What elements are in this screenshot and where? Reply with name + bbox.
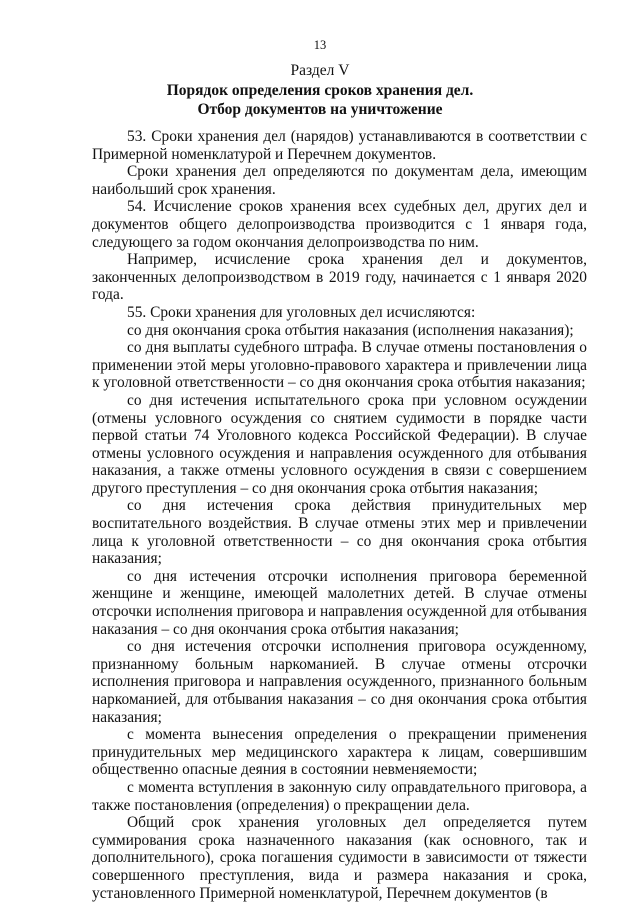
paragraph: Общий срок хранения уголовных дел определяется путем суммирования срока назначенного наказания (как основного, так и дополнительного), срока погашения судимости в зависимости от тяжести совершенного преступления, вида и размера наказания и срока, установленного Примерной номенклатурой, Перечнем документов (в — [92, 814, 587, 902]
section-label: Раздел V — [290, 62, 350, 79]
section-title — [0, 81, 640, 119]
list-item: со дня истечения срока действия принудительных мер воспитательного воздействия. В случае отмены этих мер и привлечении лица к уголовной ответственности – со дня окончания срока отбытия наказания; — [92, 497, 587, 568]
document-body — [92, 128, 587, 902]
paragraph-55: 55. Сроки хранения для уголовных дел исчисляются: — [127, 303, 476, 321]
page-number: 13 — [313, 38, 327, 52]
list-item: с момента вынесения определения о прекращении применения принудительных мер медицинского характера к лицам, совершившим общественно опасные деяния в состоянии невменяемости; — [92, 726, 587, 779]
list-item: со дня истечения испытательного срока при условном осуждении (отмены условного осуждения со снятием судимости в порядке части первой статьи 74 Уголовного кодекса Российской Федерации). В случае отмены условного осуждения и направления осужденного для отбывания наказания, а также отмены условного осуждения в связи с совершением другого преступления – со дня окончания срока отбытия наказания; — [92, 391, 587, 497]
paragraph: Например, исчисление срока хранения дел и документов, законченных делопроизводством в 2019 году, начинается с 1 января 2020 года. — [92, 251, 587, 304]
paragraph-53: 53. Сроки хранения дел (нарядов) устанавливаются в соответствии с Примерной номенклатурой и Перечнем документов. — [92, 128, 587, 163]
list-item: с момента вступления в законную силу оправдательного приговора, а также постановления (определения) о прекращении дела. — [92, 778, 587, 814]
list-item: со дня выплаты судебного штрафа. В случае отмены постановления о применении этой меры уголовно-правового характера и привлечении лица к уголовной ответственности – со дня окончания срока отбытия наказания; — [92, 339, 587, 392]
paragraph-54: 54. Исчисление сроков хранения всех судебных дел, других дел и документов общего делопроизводства производится с 1 января года, следующего за годом окончания делопроизводства по ним. — [92, 198, 587, 251]
section-title-line-2: Отбор документов на уничтожение — [197, 101, 443, 118]
section-title-line-1: Порядок определения сроков хранения дел. — [166, 82, 474, 99]
list-item: со дня истечения отсрочки исполнения приговора осужденному, признанному больным наркоманией. В случае отмены отсрочки исполнения приговора и направления осужденного, признанного больным наркоманией, для отбывания наказания – со дня окончания срока отбытия наказания; — [92, 638, 587, 726]
list-item: со дня окончания срока отбытия наказания (исполнения наказания); — [127, 321, 574, 339]
list-item: со дня истечения отсрочки исполнения приговора беременной женщине и женщине, имеющей малолетних детей. В случае отмены отсрочки исполнения приговора и направления осужденной для отбывания наказания – со дня окончания срока отбытия наказания; — [92, 567, 587, 638]
paragraph: Сроки хранения дел определяются по документам дела, имеющим наибольший срок хранения. — [92, 163, 587, 198]
